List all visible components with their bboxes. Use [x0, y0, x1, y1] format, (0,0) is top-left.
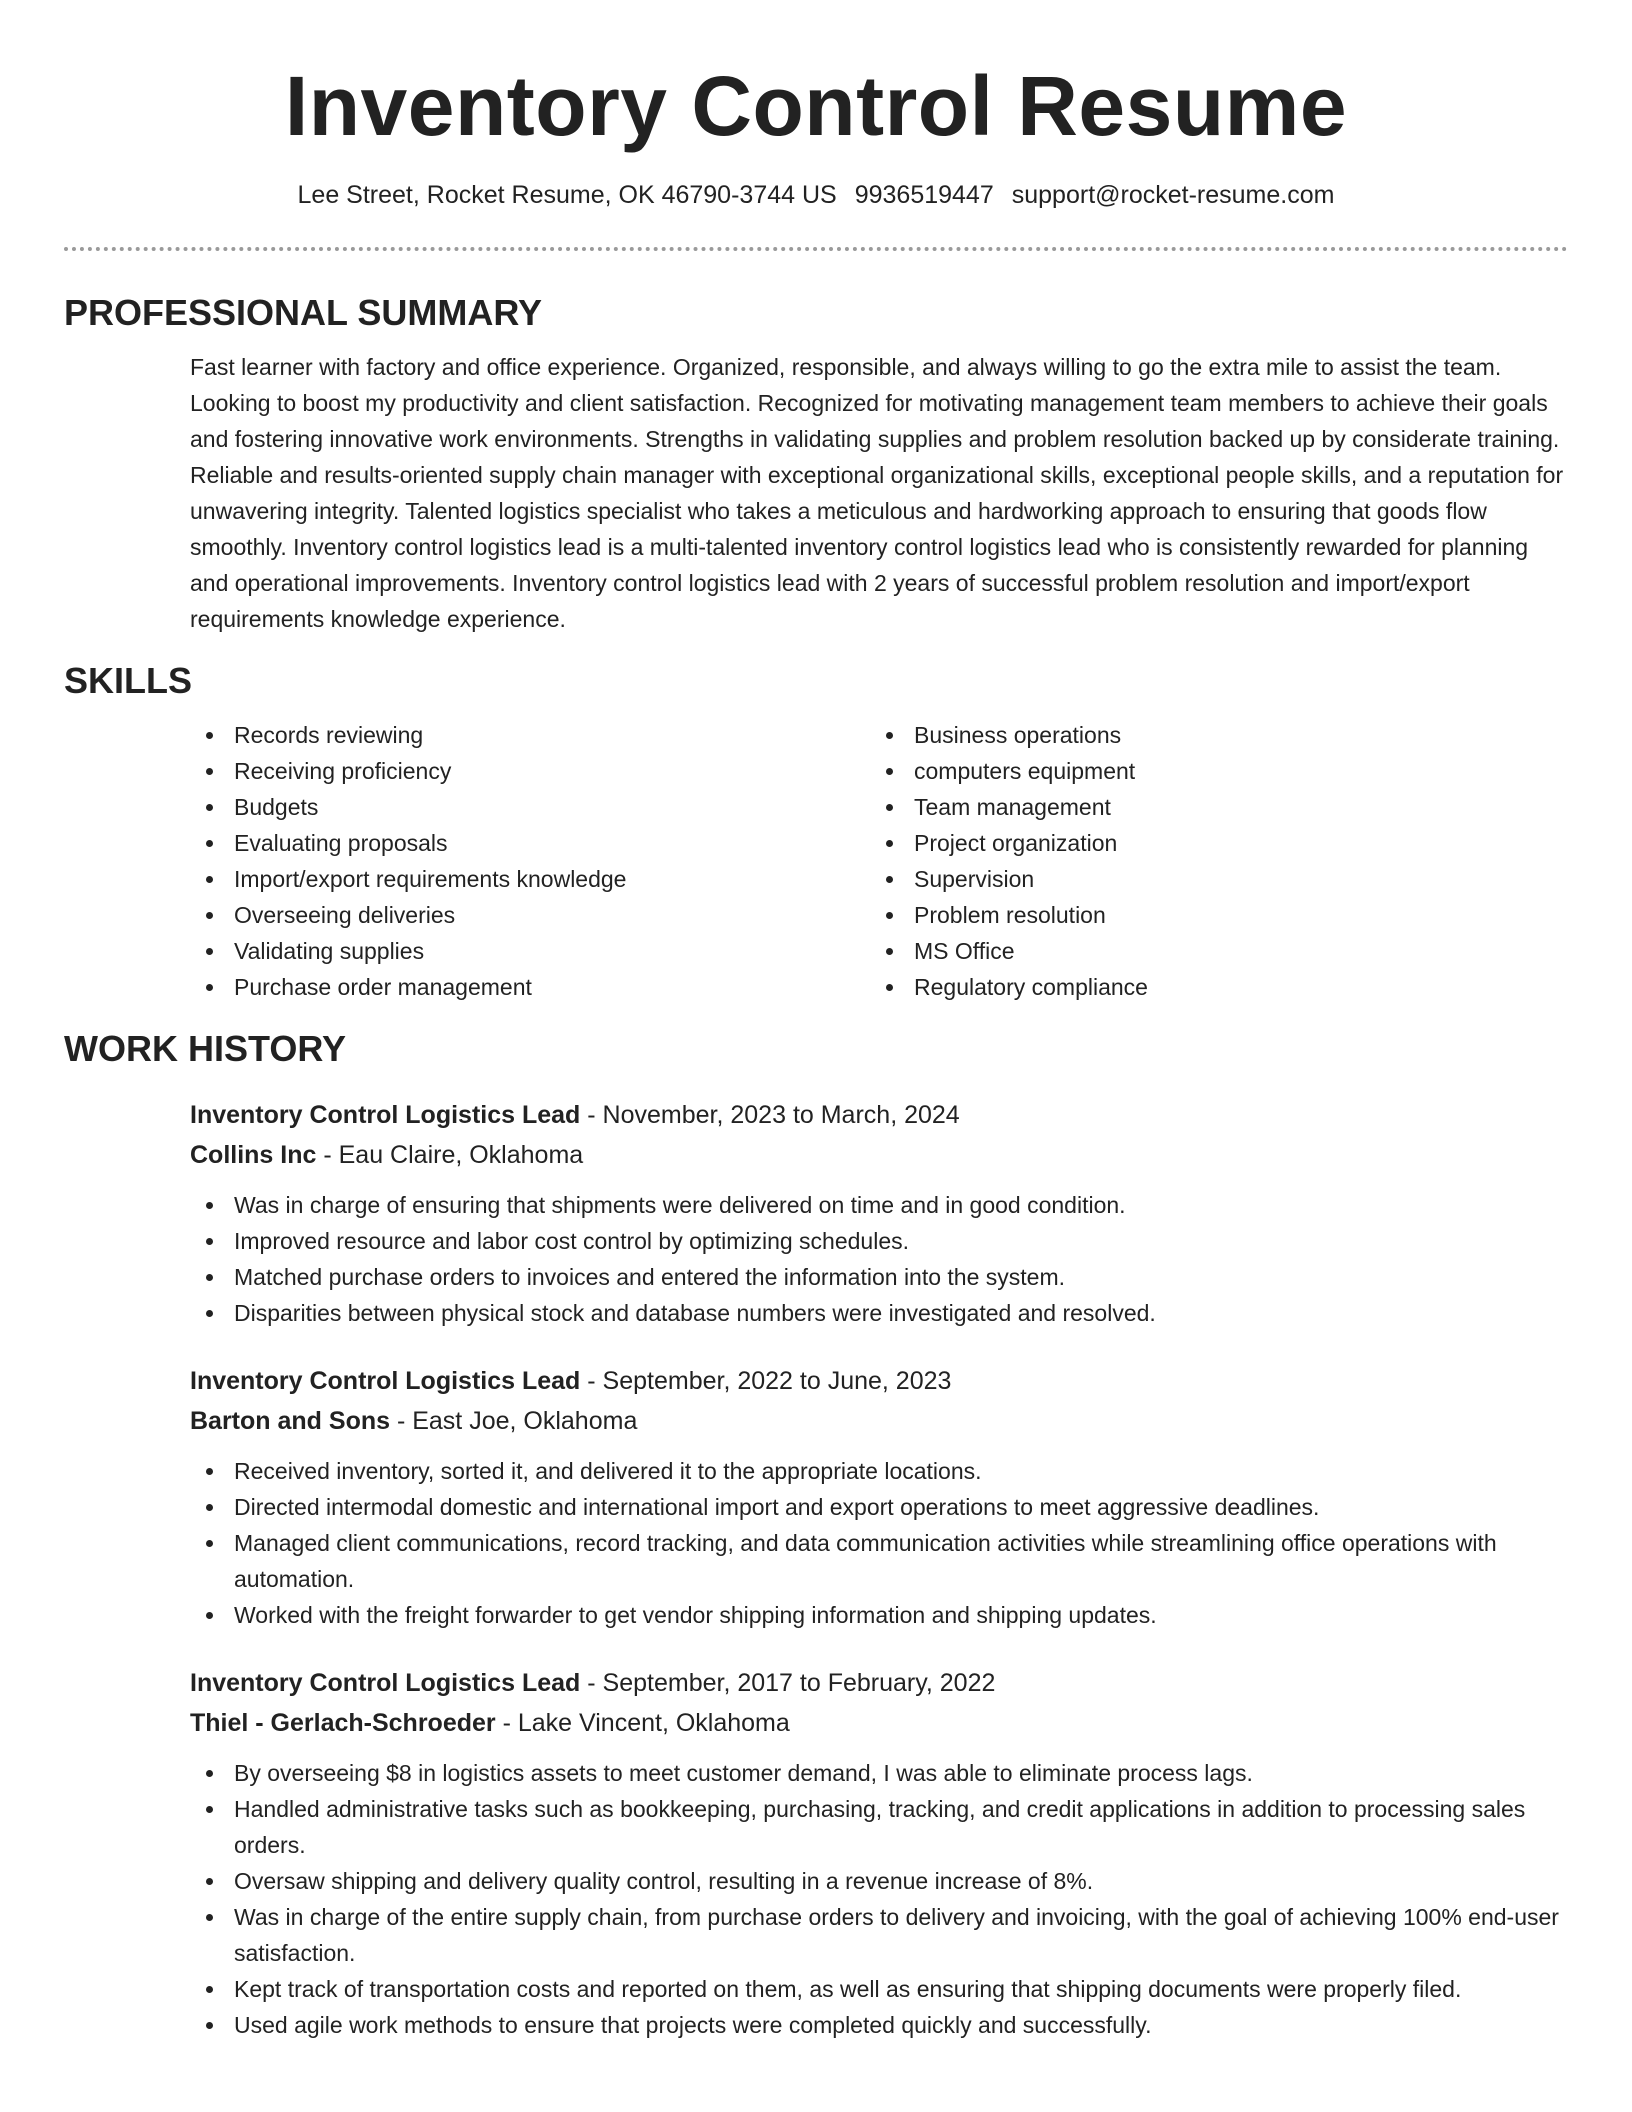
skills-column-right — [870, 717, 1550, 1005]
job-bullet: Managed client communications, record tracking, and data communication activities while streamlining office operations with automation. — [190, 1525, 1568, 1597]
job-bullets — [190, 1755, 1568, 2043]
job-bullet: Used agile work methods to ensure that projects were completed quickly and successfully. — [190, 2007, 1568, 2043]
skill-item: Purchase order management — [190, 969, 870, 1005]
skill-item: Budgets — [190, 789, 870, 825]
job-title-line — [190, 1663, 1568, 1703]
job-entry — [190, 1361, 1568, 1633]
job-title-line — [190, 1095, 1568, 1135]
skill-item: Records reviewing — [190, 717, 870, 753]
contact-email: support@rocket-resume.com — [1011, 181, 1335, 209]
skill-item: Import/export requirements knowledge — [190, 861, 870, 897]
job-company: Thiel - Gerlach-Schroeder — [190, 1709, 496, 1737]
job-bullet: Disparities between physical stock and database numbers were investigated and resolved. — [190, 1295, 1568, 1331]
job-bullet: Handled administrative tasks such as bookkeeping, purchasing, tracking, and credit applications in addition to processing sales orders. — [190, 1791, 1568, 1863]
resume-title: Inventory Control Resume — [284, 59, 1348, 153]
job-bullet: Directed intermodal domestic and international import and export operations to meet aggressive deadlines. — [190, 1489, 1568, 1525]
skills-heading: SKILLS — [64, 660, 193, 701]
skill-item: Validating supplies — [190, 933, 870, 969]
job-location: - Lake Vincent, Oklahoma — [495, 1709, 790, 1737]
job-company-line — [190, 1401, 1568, 1441]
job-bullet: By overseeing $8 in logistics assets to meet customer demand, I was able to eliminate process lags. — [190, 1755, 1568, 1791]
skill-item: Receiving proficiency — [190, 753, 870, 789]
job-dates: - September, 2022 to June, 2023 — [580, 1367, 952, 1395]
skill-item: MS Office — [870, 933, 1550, 969]
job-dates: - September, 2017 to February, 2022 — [580, 1669, 996, 1697]
job-title: Inventory Control Logistics Lead — [190, 1367, 581, 1395]
skill-item: Business operations — [870, 717, 1550, 753]
summary-text: Fast learner with factory and office experience. Organized, responsible, and always willing to go the extra mile to assist the team. Looking to boost my productivity and client satisfaction. Recognized for motivating management team members to achieve their goals and fostering innovative work environments. Strengths in validating supplies and problem resolution backed up by considerate training. Reliable and results-oriented supply chain manager with exceptional organizational skills, exceptional people skills, and a reputation for unwavering integrity. Talented logistics specialist who takes a meticulous and hardworking approach to ensuring that goods flow smoothly. Inventory control logistics lead is a multi-talented inventory control logistics lead who is consistently rewarded for planning and operational improvements. Inventory control logistics lead with 2 years of successful problem resolution and import/export requirements knowledge experience. — [190, 354, 1564, 632]
job-bullet: Matched purchase orders to invoices and entered the information into the system. — [190, 1259, 1568, 1295]
job-location: - Eau Claire, Oklahoma — [316, 1141, 584, 1169]
skill-item: Project organization — [870, 825, 1550, 861]
job-title: Inventory Control Logistics Lead — [190, 1669, 581, 1697]
skill-item: Supervision — [870, 861, 1550, 897]
job-title: Inventory Control Logistics Lead — [190, 1101, 581, 1129]
job-bullet: Worked with the freight forwarder to get vendor shipping information and shipping updates. — [190, 1597, 1568, 1633]
skill-item: Problem resolution — [870, 897, 1550, 933]
job-dates: - November, 2023 to March, 2024 — [580, 1101, 960, 1129]
skill-item: computers equipment — [870, 753, 1550, 789]
contact-address: Lee Street, Rocket Resume, OK 46790-3744 US — [297, 181, 837, 209]
resume-page — [64, 0, 1568, 2043]
skill-item: Regulatory compliance — [870, 969, 1550, 1005]
skill-item: Team management — [870, 789, 1550, 825]
job-bullet: Kept track of transportation costs and reported on them, as well as ensuring that shipping documents were properly filed. — [190, 1971, 1568, 2007]
job-company-line — [190, 1703, 1568, 1743]
skill-item: Evaluating proposals — [190, 825, 870, 861]
job-bullet: Received inventory, sorted it, and delivered it to the appropriate locations. — [190, 1453, 1568, 1489]
job-location: - East Joe, Oklahoma — [390, 1407, 638, 1435]
contact-phone: 9936519447 — [854, 181, 994, 209]
job-company-line — [190, 1135, 1568, 1175]
contact-line — [64, 178, 1568, 212]
skills-column-left — [190, 717, 870, 1005]
job-bullets — [190, 1453, 1568, 1633]
job-company: Barton and Sons — [190, 1407, 391, 1435]
job-title-line — [190, 1361, 1568, 1401]
job-bullets — [190, 1187, 1568, 1331]
skills-list — [190, 717, 1568, 1005]
job-bullet: Oversaw shipping and delivery quality control, resulting in a revenue increase of 8%. — [190, 1863, 1568, 1899]
work-history-heading: WORK HISTORY — [64, 1028, 347, 1069]
header-divider — [64, 247, 1568, 251]
skill-item: Overseeing deliveries — [190, 897, 870, 933]
job-entry — [190, 1095, 1568, 1331]
job-entry — [190, 1663, 1568, 2043]
summary-heading: PROFESSIONAL SUMMARY — [64, 292, 543, 333]
job-bullet: Was in charge of the entire supply chain, from purchase orders to delivery and invoicing, with the goal of achieving 100% end-user satisfaction. — [190, 1899, 1568, 1971]
job-bullet: Improved resource and labor cost control by optimizing schedules. — [190, 1223, 1568, 1259]
job-bullet: Was in charge of ensuring that shipments were delivered on time and in good condition. — [190, 1187, 1568, 1223]
job-company: Collins Inc — [190, 1141, 317, 1169]
